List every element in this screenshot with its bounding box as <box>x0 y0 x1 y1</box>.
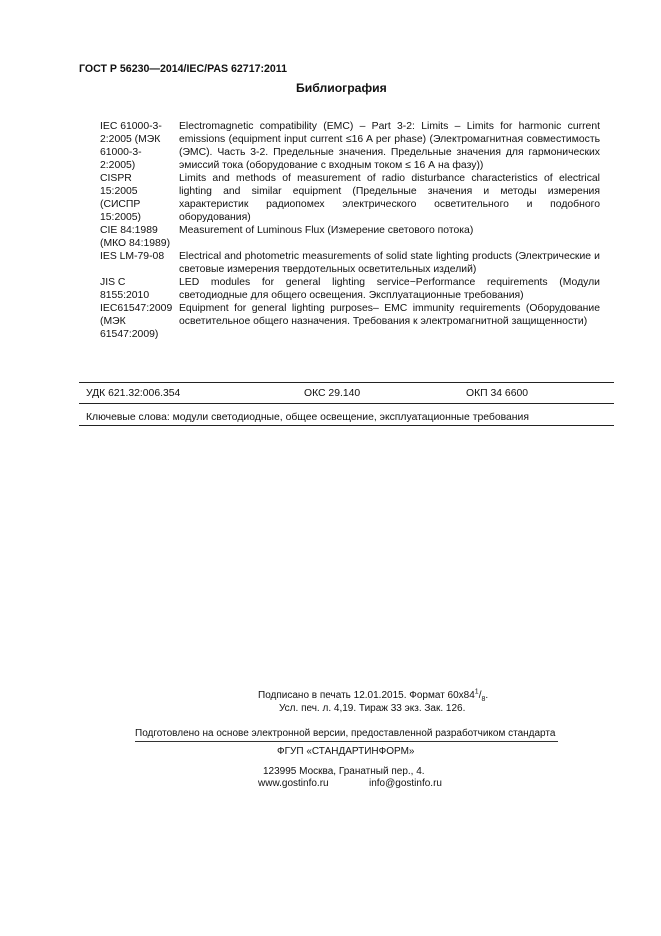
bibliography-entry <box>100 224 600 250</box>
bibliography-entry <box>100 276 600 302</box>
bibliography-entry <box>100 172 600 224</box>
reference-text: Electrical and photometric measurements of solid state lighting products (Электрические и световые измерения твердотельных осветительных изделий) <box>179 251 600 275</box>
classification-top-rule <box>79 382 614 383</box>
print-details: Усл. печ. л. 4,19. Тираж 33 экз. Зак. 126. <box>279 703 466 714</box>
reference-code: IES LM-79-08 <box>100 251 165 262</box>
bibliography-entry <box>100 120 600 172</box>
oks-code: ОКС 29.140 <box>304 388 361 399</box>
bibliography-entry <box>100 302 600 341</box>
signed-suffix: . <box>485 690 489 701</box>
reference-code: IEC61547:2009 (МЭК 61547:2009) <box>100 303 173 340</box>
classification-middle-rule <box>79 403 614 404</box>
reference-code: CISPR 15:2005 (СИСПР 15:2005) <box>100 173 142 223</box>
signed-text: Подписано в печать 12.01.2015. Формат 60х84 <box>258 690 475 701</box>
document-header: ГОСТ Р 56230—2014/IEC/PAS 62717:2011 <box>79 63 287 75</box>
prepared-note: Подготовлено на основе электронной версии, предоставленной разработчиком стандарта <box>135 728 556 739</box>
reference-text: Electromagnetic compatibility (EMC) – Part 3-2: Limits – Limits for harmonic current emissions (equipment input current ≤16 A per phase) (Электромагнитная совместимость (ЭМС). Часть 3-2. Предельные значения. Предельные значения для гармонических эмиссий тока (оборудование с входным током ≤ 16 А на фазу)) <box>179 121 600 171</box>
reference-code: JIS C 8155:2010 <box>100 277 150 301</box>
signed-to-print: Подписано в печать 12.01.2015. Формат $60х84^1/_8$. <box>258 688 489 703</box>
keywords-line: Ключевые слова: модули светодиодные, общее освещение, эксплуатационные требования <box>86 412 529 423</box>
publisher-website: www.gostinfo.ru <box>258 778 329 789</box>
bibliography-list <box>100 120 600 341</box>
reference-text: Measurement of Luminous Flux (Измерение светового потока) <box>179 225 474 236</box>
format-superscript: 1 <box>474 688 479 696</box>
reference-code: IEC 61000-3-2:2005 (МЭК 61000-3-2:2005) <box>100 121 162 171</box>
reference-text: Limits and methods of measurement of radio disturbance characteristics of electrical lighting and similar equipment (Предельные значения и методы измерения характеристик радиопомех электрического осветительного и подобного оборудования) <box>179 173 600 223</box>
format-subscript: 8 <box>481 696 486 703</box>
udk-code: УДК 621.32:006.354 <box>86 388 181 399</box>
reference-text: LED modules for general lighting service−Performance requirements (Модули светодиодные для общего освещения. Эксплуатационные требования) <box>179 277 600 301</box>
reference-text: Equipment for general lighting purposes– EMC immunity requirements (Оборудование осветительное общего назначения. Требования к электромагнитной защищенности) <box>179 303 600 327</box>
keywords-bottom-rule <box>79 425 614 426</box>
reference-code: CIE 84:1989 (МКО 84:1989) <box>100 225 171 249</box>
publisher-rule <box>135 741 558 742</box>
publisher-name: ФГУП «СТАНДАРТИНФОРМ» <box>277 746 415 757</box>
publisher-address: 123995 Москва, Гранатный пер., 4. <box>263 766 425 777</box>
bibliography-entry <box>100 250 600 276</box>
okp-code: ОКП 34 6600 <box>466 388 529 399</box>
publisher-email: info@gostinfo.ru <box>369 778 442 789</box>
section-title: Библиография <box>296 81 387 95</box>
